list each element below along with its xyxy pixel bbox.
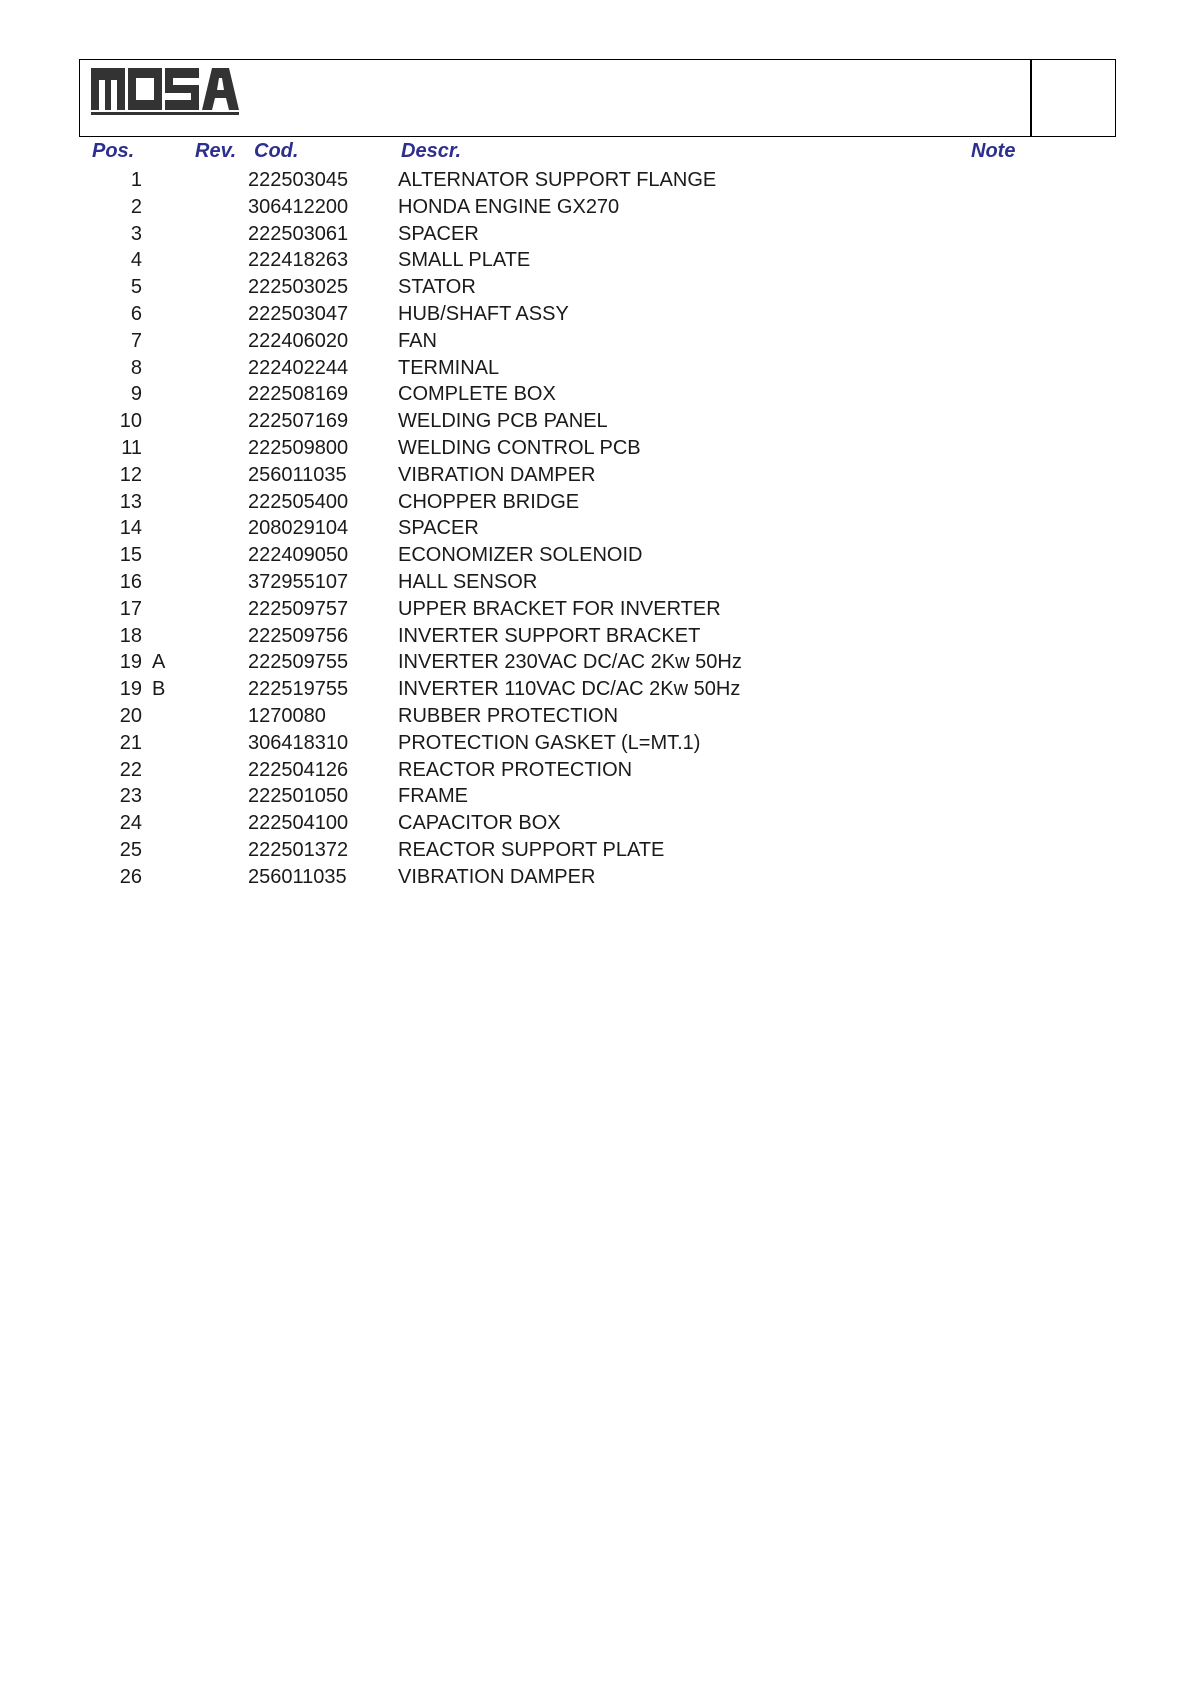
desc-cell: VIBRATION DAMPER — [398, 463, 596, 486]
mosa-logo — [91, 66, 241, 121]
desc-cell: INVERTER 230VAC DC/AC 2Kw 50Hz — [398, 651, 742, 674]
pos-cell: 3 — [130, 222, 142, 245]
table-row — [0, 247, 1190, 274]
cod-cell: 222504100 — [248, 812, 349, 835]
cod-cell: 222509757 — [248, 597, 349, 620]
pos-cell: 14 — [119, 517, 142, 540]
desc-cell: SPACER — [398, 517, 479, 540]
pos-cell: 25 — [119, 838, 142, 861]
pos-cell: 26 — [119, 865, 142, 888]
pos-cell: 19 — [119, 678, 142, 701]
table-row — [0, 676, 1190, 703]
desc-cell: INVERTER 110VAC DC/AC 2Kw 50Hz — [398, 678, 741, 701]
cod-cell: 222509800 — [248, 436, 349, 459]
desc-cell: CAPACITOR BOX — [398, 812, 561, 835]
cod-cell: 222505400 — [248, 490, 349, 513]
header-divider — [1030, 59, 1032, 137]
table-row — [0, 783, 1190, 810]
table-row — [0, 596, 1190, 623]
header-cod: Cod. — [254, 140, 299, 162]
header-descr: Descr. — [401, 140, 462, 162]
table-row — [0, 194, 1190, 221]
rev-cell: B — [152, 678, 166, 701]
pos-cell: 10 — [119, 410, 142, 433]
table-row — [0, 167, 1190, 194]
pos-cell: 13 — [119, 490, 142, 513]
pos-cell: 22 — [119, 758, 142, 781]
table-row — [0, 301, 1190, 328]
rev-cell: A — [152, 651, 166, 674]
cod-cell: 222503047 — [248, 302, 349, 325]
cod-cell: 256011035 — [248, 865, 347, 888]
table-row — [0, 381, 1190, 408]
cod-cell: 306418310 — [248, 731, 349, 754]
table-row — [0, 274, 1190, 301]
cod-cell: 208029104 — [248, 517, 349, 540]
parts-list — [0, 167, 1190, 891]
table-row — [0, 569, 1190, 596]
pos-cell: 17 — [119, 597, 142, 620]
desc-cell: COMPLETE BOX — [398, 383, 556, 406]
pos-cell: 5 — [130, 276, 142, 299]
table-row — [0, 837, 1190, 864]
desc-cell: SPACER — [398, 222, 479, 245]
cod-cell: 222406020 — [248, 329, 349, 352]
header-note: Note — [971, 140, 1016, 162]
cod-cell: 222402244 — [248, 356, 349, 379]
cod-cell: 222503025 — [248, 276, 349, 299]
pos-cell: 7 — [130, 329, 142, 352]
cod-cell: 222503045 — [248, 169, 349, 191]
desc-cell: HUB/SHAFT ASSY — [398, 302, 569, 325]
table-row — [0, 730, 1190, 757]
table-row — [0, 810, 1190, 837]
cod-cell: 222501372 — [248, 838, 349, 861]
pos-cell: 8 — [130, 356, 142, 379]
desc-cell: STATOR — [398, 276, 476, 299]
cod-cell: 256011035 — [248, 463, 347, 486]
pos-cell: 16 — [119, 570, 142, 593]
pos-cell: 9 — [130, 383, 142, 406]
cod-cell: 222509755 — [248, 651, 349, 674]
pos-cell: 18 — [119, 624, 142, 647]
desc-cell: CHOPPER BRIDGE — [398, 490, 580, 513]
cod-cell: 306412200 — [248, 195, 349, 218]
table-row — [0, 864, 1190, 891]
header-rev: Rev. — [195, 140, 237, 162]
desc-cell: VIBRATION DAMPER — [398, 865, 596, 888]
desc-cell: INVERTER SUPPORT BRACKET — [398, 624, 701, 647]
desc-cell: SMALL PLATE — [398, 249, 531, 272]
cod-cell: 372955107 — [248, 570, 349, 593]
desc-cell: PROTECTION GASKET (L=MT.1) — [398, 731, 701, 754]
table-row — [0, 489, 1190, 516]
desc-cell: FRAME — [398, 785, 468, 808]
cod-cell: 222519755 — [248, 678, 349, 701]
pos-cell: 24 — [119, 812, 142, 835]
desc-cell: REACTOR SUPPORT PLATE — [398, 838, 665, 861]
table-row — [0, 408, 1190, 435]
table-row — [0, 462, 1190, 489]
pos-cell: 15 — [119, 544, 142, 567]
pos-cell: 6 — [130, 302, 142, 325]
table-row — [0, 355, 1190, 382]
cod-cell: 222507169 — [248, 410, 349, 433]
pos-cell: 19 — [119, 651, 142, 674]
desc-cell: FAN — [398, 329, 437, 352]
table-row — [0, 757, 1190, 784]
desc-cell: WELDING PCB PANEL — [398, 410, 608, 433]
desc-cell: HALL SENSOR — [398, 570, 538, 593]
desc-cell: ECONOMIZER SOLENOID — [398, 544, 643, 567]
cod-cell: 222409050 — [248, 544, 349, 567]
table-row — [0, 703, 1190, 730]
pos-cell: 2 — [130, 195, 142, 218]
desc-cell: UPPER BRACKET FOR INVERTER — [398, 597, 721, 620]
pos-cell: 11 — [121, 436, 142, 459]
cod-cell: 222509756 — [248, 624, 349, 647]
pos-cell: 21 — [119, 731, 142, 754]
desc-cell: RUBBER PROTECTION — [398, 704, 619, 727]
pos-cell: 20 — [119, 704, 142, 727]
cod-cell: 1270080 — [248, 704, 326, 727]
table-row — [0, 515, 1190, 542]
header-pos: Pos. — [92, 140, 135, 162]
table-row — [0, 649, 1190, 676]
desc-cell: HONDA ENGINE GX270 — [398, 195, 620, 218]
cod-cell: 222501050 — [248, 785, 349, 808]
pos-cell: 23 — [119, 785, 142, 808]
table-row — [0, 221, 1190, 248]
desc-cell: REACTOR PROTECTION — [398, 758, 633, 781]
desc-cell: TERMINAL — [398, 356, 500, 379]
cod-cell: 222504126 — [248, 758, 349, 781]
pos-cell: 4 — [130, 249, 142, 272]
cod-cell: 222503061 — [248, 222, 349, 245]
table-row — [0, 542, 1190, 569]
pos-cell: 12 — [119, 463, 142, 486]
table-row — [0, 435, 1190, 462]
table-row — [0, 328, 1190, 355]
desc-cell: ALTERNATOR SUPPORT FLANGE — [398, 169, 717, 191]
pos-cell: 1 — [130, 169, 142, 191]
table-row — [0, 623, 1190, 650]
cod-cell: 222418263 — [248, 249, 349, 272]
desc-cell: WELDING CONTROL PCB — [398, 436, 641, 459]
cod-cell: 222508169 — [248, 383, 349, 406]
